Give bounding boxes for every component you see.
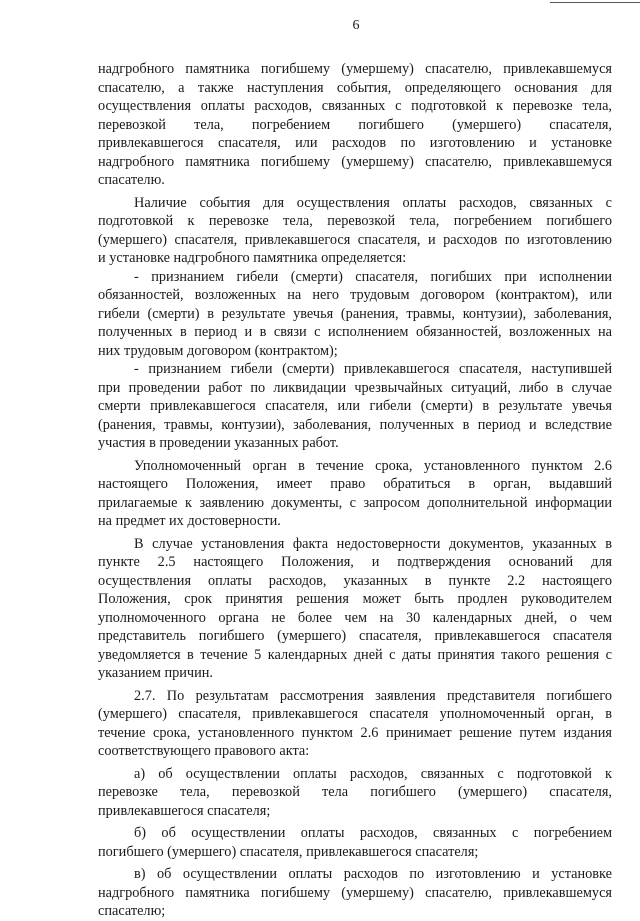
text-line: Уполномоченный орган в течение срока, установленного пунктом 2.6: [134, 457, 612, 474]
page-number: 6: [352, 18, 360, 33]
text-line: них трудовым договором (контрактом);: [98, 342, 338, 359]
text-line: уполномоченного органа не более чем на 30 календарных дней, о чем: [98, 609, 612, 626]
text-line: при проведении работ по ликвидации чрезвычайных ситуаций, либо в случае: [98, 379, 612, 396]
text-line: Наличие события для осуществления оплаты расходов, связанных с: [134, 194, 612, 211]
text-line: перевозке тела, перевозкой тела погибшего (умершего) спасателя,: [98, 784, 612, 800]
text-line: надгробного памятника погибшему (умершему) спасателю, привлекавшемуся: [98, 153, 612, 170]
text-line: - признанием гибели (смерти) спасателя, погибших при исполнении: [134, 268, 612, 285]
text-line: привлекавшегося спасателя, или расходов по изготовлению и установке: [98, 135, 612, 151]
text-line: осуществления оплаты расходов, связанных с подготовкой к перевозке тела,: [98, 98, 612, 114]
document-body: [98, 60, 612, 921]
text-line: а) об осуществлении оплаты расходов, связанных с подготовкой к: [134, 765, 612, 782]
text-line: б) об осуществлении оплаты расходов, связанных с погребением: [134, 825, 612, 841]
text-line: полученных в период и в связи с исполнением обязанностей, возложенных на: [98, 324, 612, 340]
text-line: в) об осуществлении оплаты расходов по изготовлению и установке: [134, 866, 612, 882]
text-line: представитель погибшего (умершего) спасателя, привлекавшегося спасателя: [98, 628, 612, 644]
text-line: обязанностей, возложенных на него трудовым договором (контрактом), или: [98, 287, 612, 303]
text-line: спасателю, а также наступления события, определяющего основания для: [98, 79, 612, 96]
text-line: перевозкой тела, погребением погибшего (умершего) спасателя,: [98, 116, 612, 133]
text-line: пункте 2.5 настоящего Положения, и подтверждения оснований для: [98, 554, 612, 570]
text-line: участия в проведении указанных работ.: [98, 435, 339, 451]
text-line: подготовкой к перевозке тела, перевозкой тела, погребением погибшего: [98, 213, 612, 229]
text-line: привлекавшегося спасателя;: [98, 802, 271, 819]
text-line: (умершего) спасателя, привлекавшегося спасателя уполномоченный орган, в: [98, 706, 612, 722]
text-line: уведомляется в течение 5 календарных дней с даты принятия такого решения с: [98, 646, 612, 663]
text-line: соответствующего правового акта:: [98, 743, 310, 759]
text-line: (ранения, травмы, контузии), заболевания, полученных в период и вследствие: [98, 416, 612, 433]
text-line: (умершего) спасателя, привлекавшегося спасателя, и расходов по изготовлению: [98, 231, 612, 248]
text-line: спасателю.: [98, 172, 165, 188]
top-edge-line: [550, 2, 640, 3]
text-line: - признанием гибели (смерти) привлекавшегося спасателя, наступившей: [134, 361, 612, 377]
text-line: спасателю;: [98, 903, 166, 919]
text-line: 2.7. По результатам рассмотрения заявления представителя погибшего: [134, 687, 612, 704]
text-line: надгробного памятника погибшему (умершему) спасателю, привлекавшемуся: [98, 61, 612, 77]
text-line: на предмет их достоверности.: [98, 513, 281, 529]
text-line: В случае установления факта недостоверности документов, указанных в: [134, 535, 612, 552]
text-line: настоящего Положения, имеет право обратиться в орган, выдавший: [98, 476, 612, 492]
text-line: надгробного памятника погибшему (умершему) спасателю, привлекавшемуся: [98, 884, 612, 901]
text-line: и установке надгробного памятника определяется:: [98, 250, 407, 266]
text-line: Положения, срок принятия решения может быть продлен руководителем: [98, 591, 612, 607]
text-line: осуществления оплаты расходов, указанных в пункте 2.2 настоящего: [98, 572, 612, 589]
text-line: гибели (смерти) в результате увечья (ранения, травмы, контузии), заболевания,: [98, 305, 612, 322]
text-line: смерти привлекавшегося спасателя, или гибели (смерти) в результате увечья: [98, 398, 612, 414]
text-line: погибшего (умершего) спасателя, привлекавшегося спасателя;: [98, 843, 479, 860]
text-line: указанием причин.: [98, 665, 214, 681]
text-line: прилагаемые к заявлению документы, с запросом дополнительной информации: [98, 494, 612, 511]
text-line: течение срока, установленного пунктом 2.6 принимает решение путем издания: [98, 724, 612, 741]
